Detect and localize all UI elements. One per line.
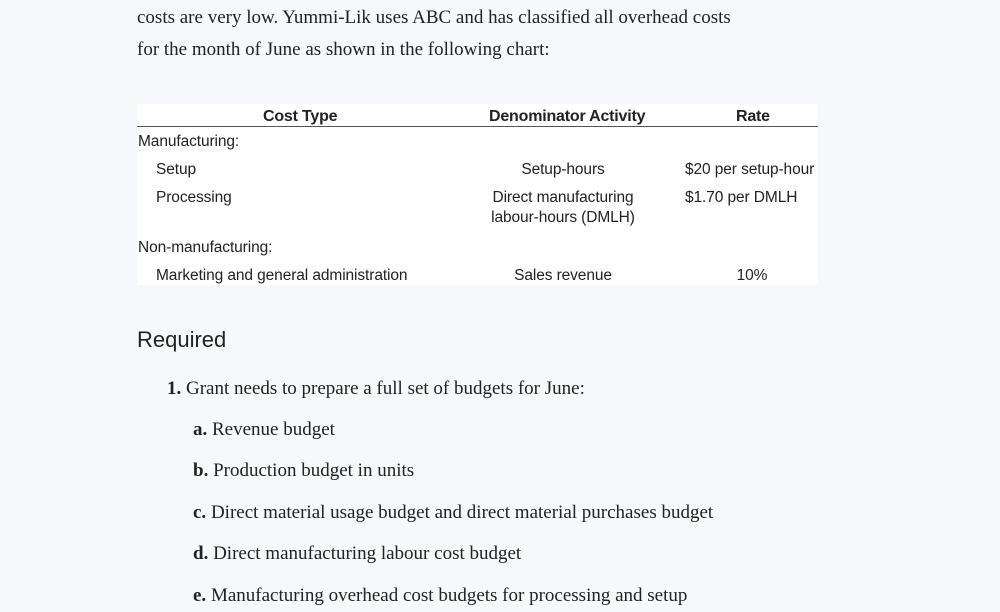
setup-type: Setup [156, 161, 197, 178]
marketing-denominator: Sales revenue [514, 267, 612, 284]
item-letter: a. [193, 419, 208, 440]
processing-denominator-line-2: labour-hours (DMLH) [491, 209, 635, 226]
item-letter: b. [193, 460, 209, 481]
item-text: Direct manufacturing labour cost budget [213, 543, 522, 564]
item-text: Revenue budget [212, 419, 335, 440]
list-item [193, 584, 687, 608]
nonmanufacturing-label: Non-manufacturing: [138, 239, 273, 256]
header-denominator-activity: Denominator Activity [489, 108, 646, 125]
manufacturing-label: Manufacturing: [138, 133, 240, 150]
marketing-type: Marketing and general administration [156, 267, 408, 284]
processing-denominator-line-1: Direct manufacturing [492, 189, 634, 206]
processing-type: Processing [156, 189, 232, 206]
processing-rate: $1.70 per DMLH [685, 189, 798, 206]
setup-denominator: Setup-hours [521, 161, 605, 178]
question-1 [167, 377, 585, 401]
setup-rate: $20 per setup-hour [685, 161, 815, 178]
header-cost-type: Cost Type [263, 108, 338, 125]
marketing-rate: 10% [736, 267, 768, 284]
item-letter: e. [193, 585, 207, 606]
list-item [193, 542, 521, 566]
item-text: Direct material usage budget and direct material purchases budget [210, 502, 714, 523]
required-heading: Required [137, 327, 227, 352]
item-letter: d. [193, 543, 209, 564]
question-1-number: 1. [167, 378, 182, 399]
item-letter: c. [193, 502, 207, 523]
item-text: Production budget in units [213, 460, 415, 481]
question-1-text: Grant needs to prepare a full set of budgets for June: [186, 378, 585, 399]
list-item [193, 459, 414, 483]
intro-text-line-2: for the month of June as shown in the following chart: [137, 39, 550, 60]
overhead-cost-table [137, 104, 818, 285]
item-text: Manufacturing overhead cost budgets for processing and setup [210, 585, 688, 606]
header-rate: Rate [736, 108, 770, 125]
list-item [193, 501, 713, 525]
intro-text-line-1: costs are very low. Yummi-Lik uses ABC and has classified all overhead costs [137, 7, 731, 28]
list-item [193, 418, 335, 442]
header-divider [137, 126, 818, 127]
